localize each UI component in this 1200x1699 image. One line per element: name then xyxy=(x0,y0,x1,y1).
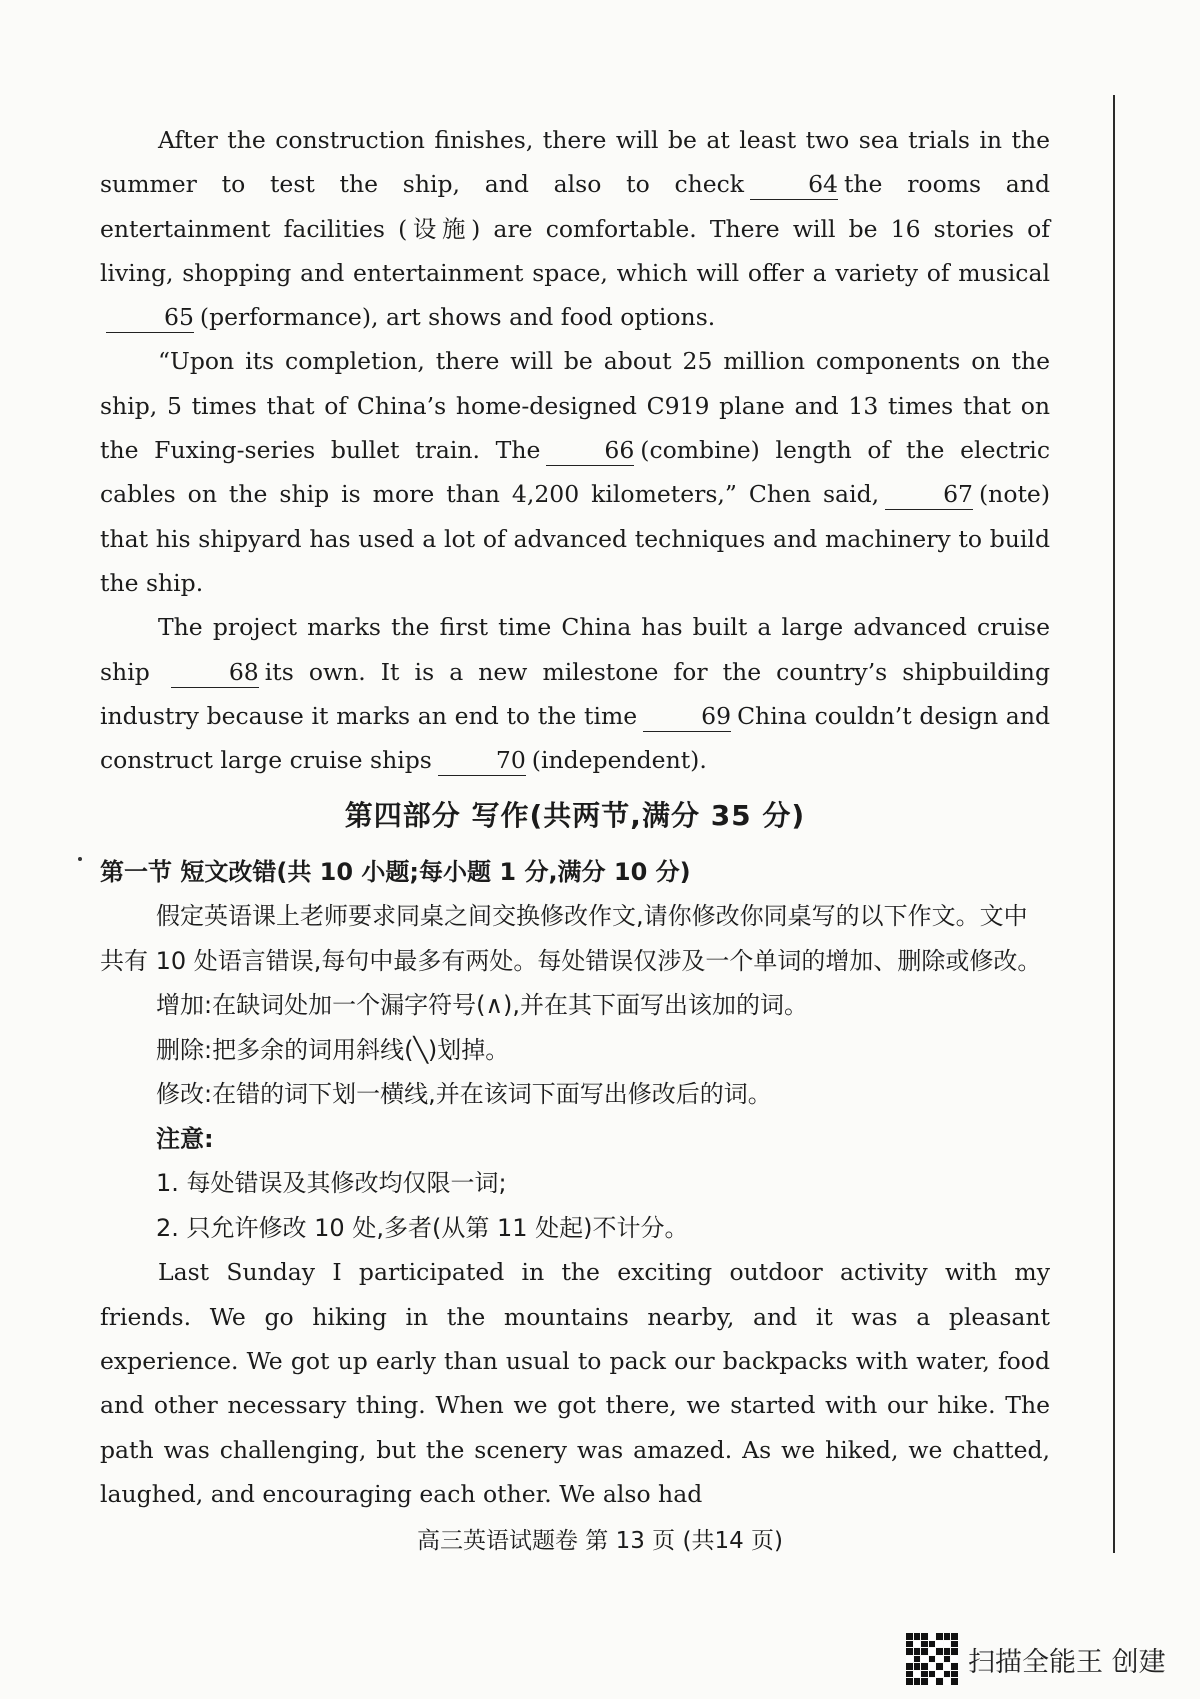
section1-intro: 假定英语课上老师要求同桌之间交换修改作文,请你修改你同桌写的以下作文。文中共有 10 处语言错误,每句中最多有两处。每处错误仅涉及一个单词的增加、删除或修改。 xyxy=(100,902,1042,975)
margin-rule xyxy=(1113,95,1115,1553)
rule-add: 增加:在缺词处加一个漏字符号(∧),并在其下面写出该加的词。 xyxy=(156,991,809,1020)
text-run: the rooms and entertainment facilities (设施) are comfortable. There will be 16 stories of living, shopping and entertainment space, which will offer a variety of musical xyxy=(100,170,1050,287)
scanner-watermark xyxy=(906,1633,1166,1685)
part4-title: 第四部分 写作(共两节,满分 35 分) xyxy=(344,799,806,833)
passage-paragraph-2 xyxy=(100,339,1050,605)
text-run: (note) that his shipyard has used a lot of advanced techniques and machinery to build the ship. xyxy=(100,480,1050,597)
note-1: 1. 每处错误及其修改均仅限一词; xyxy=(156,1169,507,1198)
watermark-text: 扫描全能王 创建 xyxy=(968,1646,1166,1678)
text-run: China couldn’t design and construct large cruise ships xyxy=(100,701,1050,775)
text-run: (performance), art shows and food options. xyxy=(199,303,716,332)
text-run: (independent). xyxy=(531,746,707,775)
text-run: its own. It is a new milestone for the country’s shipbuilding industry because it marks an end to the time xyxy=(100,657,1050,730)
exam-page xyxy=(100,118,1050,1516)
qr-code-icon xyxy=(906,1633,958,1685)
blank-64: 64 xyxy=(750,169,838,200)
blank-66: 66 xyxy=(546,435,634,466)
blank-68: 68 xyxy=(171,657,259,688)
blank-67: 67 xyxy=(885,479,973,510)
text-run: “Upon its completion, there will be about 25 million components on the ship, 5 times that of China’s home-designed C919 plane and 13 times that on the Fuxing-series bullet train. The xyxy=(100,347,1050,465)
blank-65: 65 xyxy=(106,302,194,333)
page-footer: 高三英语试题卷 第 13 页 (共14 页) xyxy=(416,1528,784,1554)
bullet-dot xyxy=(78,857,82,861)
text-run: The project marks the first time China has built a large advanced cruise ship xyxy=(100,613,1050,686)
note-2: 2. 只允许修改 10 处,多者(从第 11 处起)不计分。 xyxy=(156,1213,689,1242)
passage-paragraph-1 xyxy=(100,118,1050,339)
note-label: 注意: xyxy=(156,1124,214,1153)
passage-paragraph-3 xyxy=(100,605,1050,782)
text-run: After the construction finishes, there will be at least two sea trials in the summer to test the ship, and also to check xyxy=(100,126,1050,199)
rule-modify: 修改:在错的词下划一横线,并在该词下面写出修改后的词。 xyxy=(156,1080,772,1109)
text-run: (combine) length of the electric cables on the ship is more than 4,200 kilometers,” Chen said, xyxy=(100,436,1050,509)
blank-69: 69 xyxy=(643,701,731,732)
blank-70: 70 xyxy=(438,745,526,776)
essay-text: Last Sunday I participated in the exciting outdoor activity with my friends. We go hiking in the mountains nearby, and it was a pleasant experience. We got up early than usual to pack our backpacks with water, food and other necessary thing. When we got there, we started with our hike. The path was challenging, but the scenery was amazed. As we hiked, we chatted, laughed, and encouraging each other. We also had xyxy=(100,1258,1050,1508)
section1-title: 第一节 短文改错(共 10 小题;每小题 1 分,满分 10 分) xyxy=(100,858,691,887)
rule-delete: 删除:把多余的词用斜线(╲)划掉。 xyxy=(156,1035,510,1064)
